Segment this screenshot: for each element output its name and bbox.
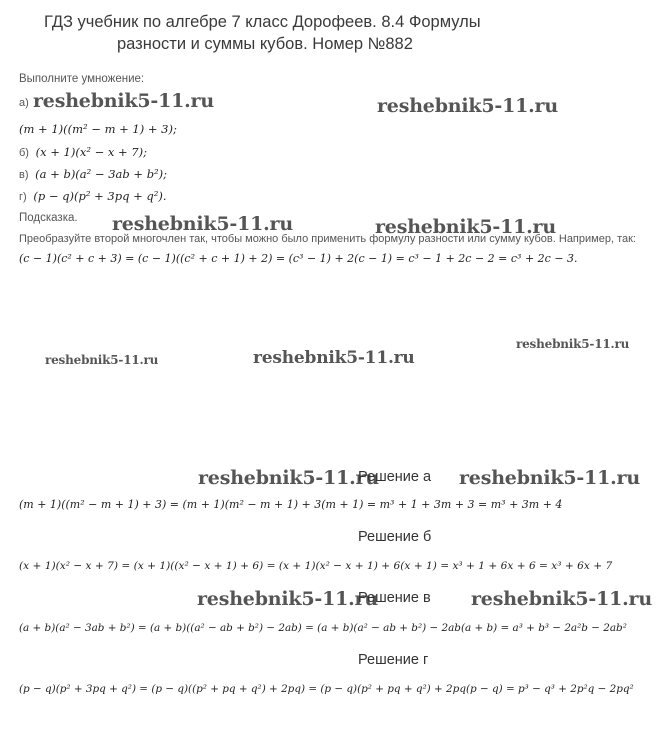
- task-item-a-expression: (m + 1)((m² − m + 1) + 3);: [19, 122, 177, 136]
- task-item-label: б): [19, 147, 29, 159]
- watermark: reshebnik5-11.ru: [377, 95, 558, 117]
- watermark: reshebnik5-11.ru: [45, 353, 159, 367]
- task-item-a-label: [19, 95, 32, 109]
- task-item-label: г): [19, 191, 27, 203]
- watermark: reshebnik5-11.ru: [375, 216, 556, 238]
- watermark: reshebnik5-11.ru: [516, 337, 630, 351]
- task-item-expression: (p − q)(p² + 3pq + q²).: [33, 189, 167, 203]
- watermark: reshebnik5-11.ru: [459, 467, 640, 489]
- watermark: reshebnik5-11.ru: [112, 213, 293, 235]
- task-item-c: [19, 167, 167, 181]
- solution-c-heading: Решение в: [358, 590, 431, 606]
- task-item-d: [19, 189, 167, 203]
- task-instruction: Выполните умножение:: [19, 73, 145, 85]
- task-item-label: в): [19, 169, 29, 181]
- task-item-expression: (x + 1)(x² − x + 7);: [35, 145, 147, 159]
- watermark: reshebnik5-11.ru: [253, 348, 415, 368]
- page-title-line-2: разности и суммы кубов. Номер №882: [117, 35, 413, 53]
- watermark: reshebnik5-11.ru: [197, 588, 378, 610]
- page-title-line-1: ГДЗ учебник по алгебре 7 класс Дорофеев. 8.4 Формулы: [44, 13, 481, 31]
- solution-c-text: (a + b)(a² − 3ab + b²) = (a + b)((a² − ab + b²) − 2ab) = (a + b)(a² − ab + b²) − 2ab(a + b) = a³ + b³ − 2a²b − 2ab²: [19, 622, 627, 634]
- solution-d-heading: Решение г: [358, 652, 429, 668]
- task-item-b: [19, 145, 147, 159]
- solution-a-heading: Решение а: [358, 469, 432, 485]
- solution-a-text: (m + 1)((m² − m + 1) + 3) = (m + 1)(m² − m + 1) + 3(m + 1) = m³ + 1 + 3m + 3 = m³ + 3m + 4: [19, 498, 563, 511]
- hint-example: (c − 1)(c² + c + 3) = (c − 1)((c² + c + 1) + 2) = (c³ − 1) + 2(c − 1) = c³ − 1 + 2c − 2 = c³ + 2c − 3.: [19, 252, 578, 265]
- task-item-expression: (a + b)(a² − 3ab + b²);: [35, 167, 168, 181]
- solution-b-text: (x + 1)(x² − x + 7) = (x + 1)((x² − x + 1) + 6) = (x + 1)(x² − x + 1) + 6(x + 1) = x³ + 1 + 6x + 6 = x³ + 6x + 7: [19, 560, 613, 572]
- solution-b-heading: Решение б: [358, 529, 432, 545]
- watermark: reshebnik5-11.ru: [471, 588, 652, 610]
- task-item-label: а): [19, 97, 29, 109]
- watermark: reshebnik5-11.ru: [33, 90, 214, 112]
- hint-text: Преобразуйте второй многочлен так, чтобы можно было применить формулу разности или сумму кубов. Например, так:: [19, 233, 636, 245]
- hint-title: Подсказка.: [19, 212, 78, 224]
- watermark: reshebnik5-11.ru: [198, 467, 379, 489]
- solution-d-text: (p − q)(p² + 3pq + q²) = (p − q)((p² + pq + q²) + 2pq) = (p − q)(p² + pq + q²) + 2pq(p − q) = p³ − q³ + 2p²q − 2pq²: [19, 683, 634, 695]
